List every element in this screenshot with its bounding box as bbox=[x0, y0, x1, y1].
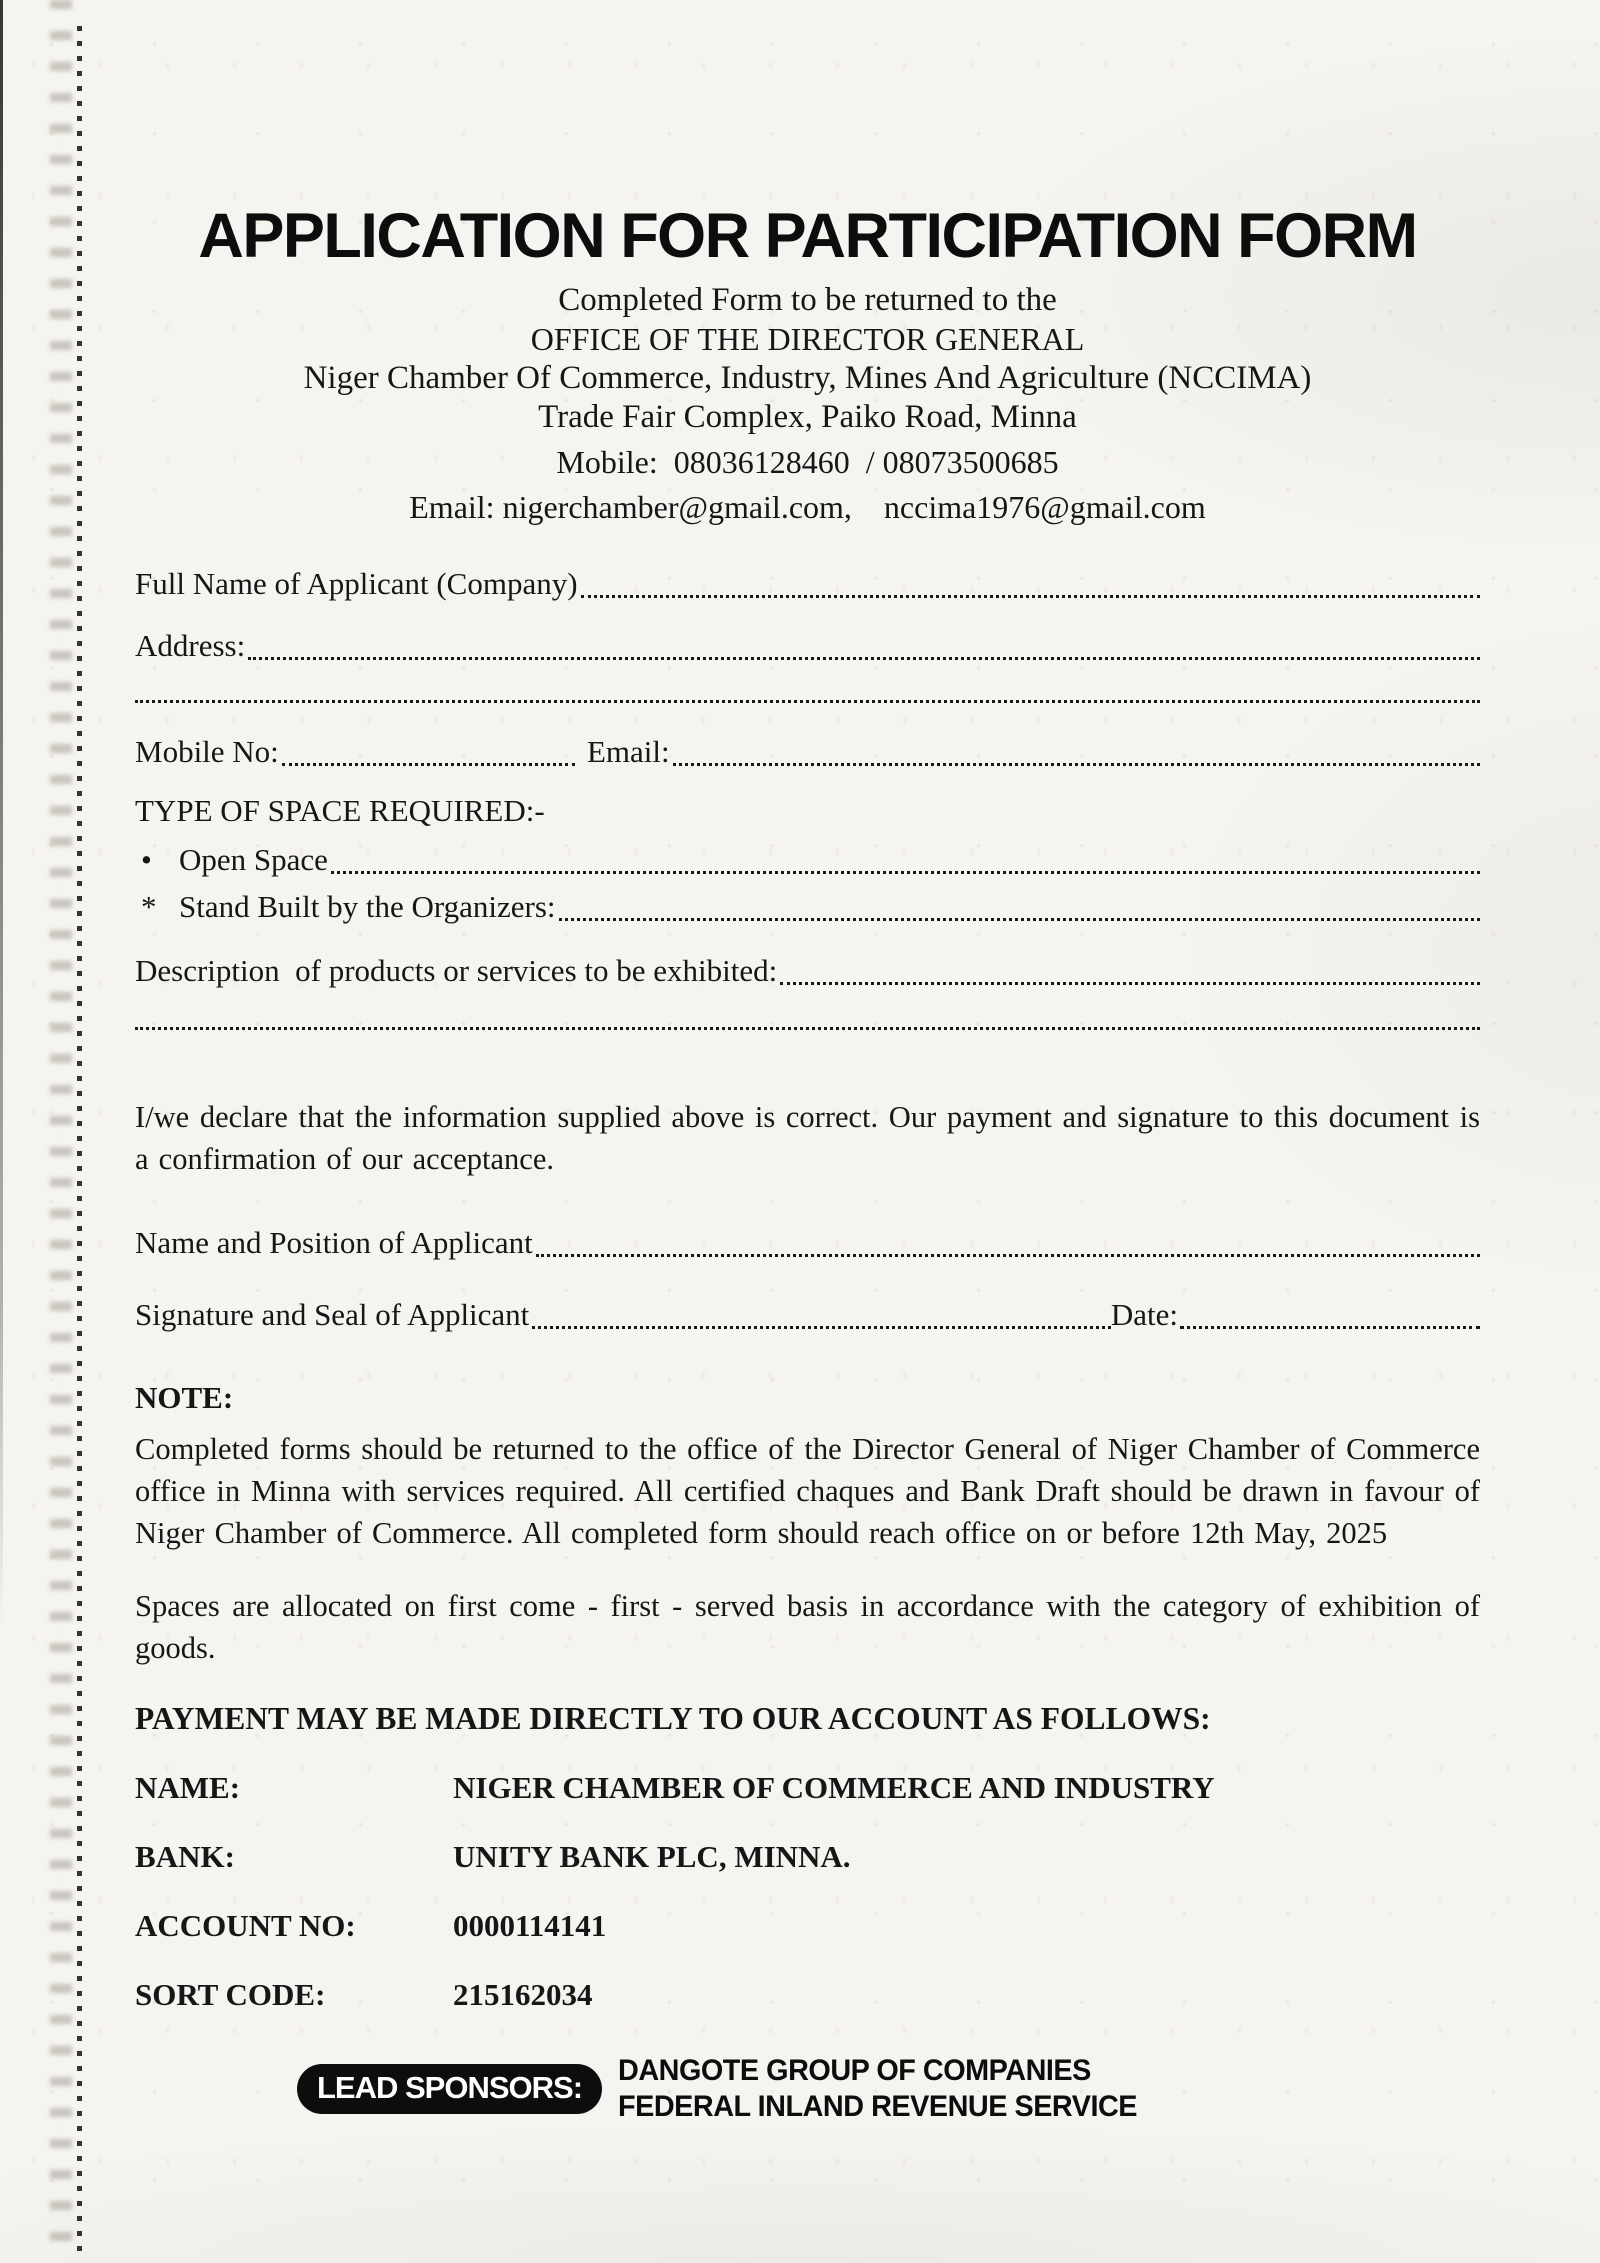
stand-built-field[interactable] bbox=[559, 918, 1480, 921]
header-returned-to: Completed Form to be returned to the bbox=[558, 282, 1057, 318]
date-label: Date: bbox=[1110, 1297, 1178, 1332]
address-field-line2[interactable] bbox=[135, 695, 1480, 703]
bullet-marker: • bbox=[141, 842, 152, 877]
name-position-row bbox=[135, 1222, 1480, 1264]
lead-sponsors-section bbox=[297, 2053, 1480, 2125]
note-paragraph-1: Completed forms should be returned to the office of the Director General of Niger Chamber of Commerce office in Minna with services required. All certified chaques and Bank Draft should be drawn in favour of Niger Chamber of Commerce. All completed form should reach office on or before 12th May, 2025 bbox=[135, 1432, 1480, 1550]
name-position-label: Name and Position of Applicant bbox=[135, 1225, 533, 1260]
payment-row-account-no bbox=[135, 1906, 1480, 1946]
declaration-paragraph: I/we declare that the information supplied above is correct. Our payment and signature to this document is a confirmation of our acceptance. bbox=[135, 1100, 1480, 1176]
payment-sort-code-label: SORT CODE: bbox=[135, 1977, 326, 2012]
header-office: OFFICE OF THE DIRECTOR GENERAL bbox=[530, 321, 1085, 357]
sponsor-names bbox=[618, 2053, 1137, 2125]
full-name-row bbox=[135, 563, 1480, 605]
form-title: APPLICATION FOR PARTICIPATION FORM bbox=[198, 201, 1417, 271]
header-email: Email: nigerchamber@gmail.com, nccima1976@gmail.com bbox=[409, 489, 1206, 525]
payment-row-bank bbox=[135, 1837, 1480, 1877]
type-of-space-heading: TYPE OF SPACE REQUIRED:- bbox=[135, 793, 545, 828]
scan-edge-shadow bbox=[0, 0, 3, 1629]
email-field[interactable] bbox=[673, 763, 1480, 766]
full-name-field[interactable] bbox=[581, 595, 1480, 598]
note-heading: NOTE: bbox=[135, 1380, 234, 1415]
mobile-no-label: Mobile No: bbox=[135, 734, 279, 769]
description-field-line2[interactable] bbox=[135, 1022, 1480, 1030]
full-name-label: Full Name of Applicant (Company) bbox=[135, 566, 578, 601]
stand-built-label: Stand Built by the Organizers: bbox=[179, 889, 556, 924]
perforation-smudge-edge bbox=[50, 0, 72, 2263]
header-mobile: Mobile: 08036128460 / 08073500685 bbox=[556, 444, 1059, 480]
stand-built-option bbox=[135, 886, 1480, 928]
payment-name-label: NAME: bbox=[135, 1770, 241, 1805]
payment-heading: PAYMENT MAY BE MADE DIRECTLY TO OUR ACCOUNT AS FOLLOWS: bbox=[135, 1701, 1211, 1736]
note-paragraph-2: Spaces are allocated on first come - first - served basis in accordance with the category of exhibition of goods. bbox=[135, 1588, 1480, 1665]
payment-account-value: 0000114141 bbox=[453, 1908, 607, 1943]
payment-sort-code-value: 215162034 bbox=[453, 1977, 593, 2012]
form-header bbox=[135, 281, 1480, 527]
header-address: Trade Fair Complex, Paiko Road, Minna bbox=[538, 399, 1077, 435]
header-organization: Niger Chamber Of Commerce, Industry, Mines And Agriculture (NCCIMA) bbox=[303, 360, 1312, 396]
address-label: Address: bbox=[135, 628, 246, 663]
address-row bbox=[135, 625, 1480, 667]
mobile-email-row bbox=[135, 731, 1480, 773]
payment-bank-value: UNITY BANK PLC, MINNA. bbox=[453, 1839, 851, 1874]
form-content bbox=[135, 0, 1480, 2125]
payment-row-sort-code bbox=[135, 1975, 1480, 2015]
lead-sponsors-badge: LEAD SPONSORS: bbox=[297, 2064, 602, 2114]
sponsor-name-firs: FEDERAL INLAND REVENUE SERVICE bbox=[618, 2090, 1138, 2123]
signature-row bbox=[135, 1294, 1480, 1336]
sponsor-name-dangote: DANGOTE GROUP OF COMPANIES bbox=[618, 2054, 1091, 2087]
payment-row-name bbox=[135, 1768, 1480, 1808]
signature-field[interactable] bbox=[532, 1326, 1111, 1329]
signature-seal-label: Signature and Seal of Applicant bbox=[135, 1297, 530, 1332]
description-row bbox=[135, 950, 1480, 992]
description-field[interactable] bbox=[780, 982, 1480, 985]
payment-bank-label: BANK: bbox=[135, 1839, 235, 1874]
mobile-no-field[interactable] bbox=[282, 763, 575, 766]
address-field[interactable] bbox=[248, 657, 1480, 660]
payment-account-label: ACCOUNT NO: bbox=[135, 1908, 356, 1943]
asterisk-marker: * bbox=[141, 889, 157, 924]
open-space-label: Open Space bbox=[179, 842, 328, 877]
email-label: Email: bbox=[587, 734, 670, 769]
name-position-field[interactable] bbox=[536, 1254, 1480, 1257]
payment-name-value: NIGER CHAMBER OF COMMERCE AND INDUSTRY bbox=[453, 1770, 1215, 1805]
date-field[interactable] bbox=[1180, 1326, 1480, 1329]
description-label: Description of products or services to be exhibited: bbox=[135, 953, 778, 988]
perforation-dots-edge bbox=[77, 26, 82, 2255]
open-space-field[interactable] bbox=[331, 871, 1480, 874]
open-space-option bbox=[135, 839, 1480, 881]
